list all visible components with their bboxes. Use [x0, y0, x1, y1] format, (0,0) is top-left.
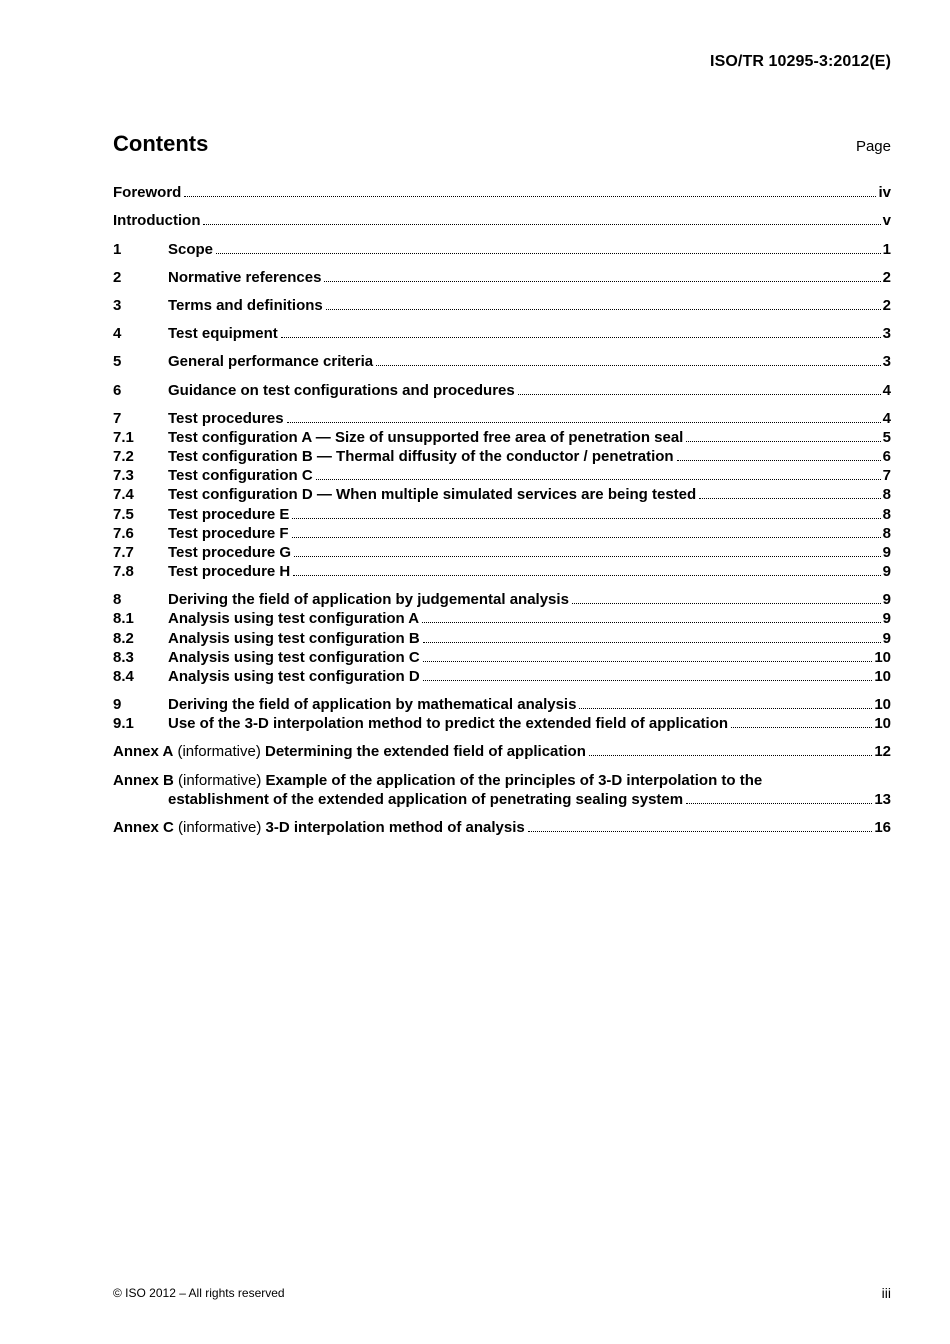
- toc-title: Test configuration B — Thermal diffusity of the conductor / penetration: [168, 448, 674, 465]
- toc-entry-8-4[interactable]: [113, 667, 891, 686]
- toc-page: 13: [874, 791, 891, 808]
- leader-dots: [572, 602, 881, 604]
- leader-dots: [423, 641, 881, 643]
- toc-title: Test configuration A — Size of unsupported free area of penetration seal: [168, 429, 684, 446]
- toc-entry-3[interactable]: [113, 296, 891, 315]
- toc-title: Test procedure F: [168, 525, 289, 542]
- toc-entry-9-1[interactable]: [113, 714, 891, 733]
- toc-title: Normative references: [168, 269, 322, 286]
- toc-title: Test configuration D — When multiple simulated services are being tested: [168, 486, 697, 503]
- annex-label: Annex B: [113, 772, 174, 789]
- toc-number: 8.2: [113, 630, 134, 647]
- toc-title: General performance criteria: [168, 353, 374, 370]
- toc-number: 7.3: [113, 467, 134, 484]
- toc-number: 7: [113, 410, 122, 427]
- annex-informative: (informative): [178, 772, 262, 789]
- leader-dots: [316, 478, 881, 480]
- leader-dots: [203, 223, 880, 225]
- toc-number: 7.5: [113, 506, 134, 523]
- toc-title: Test procedures: [168, 410, 284, 427]
- toc-entry-1[interactable]: [113, 240, 891, 259]
- toc-entry-5[interactable]: [113, 352, 891, 371]
- toc-page: 8: [882, 525, 891, 542]
- toc-entry-2[interactable]: [113, 268, 891, 287]
- toc-number: 7.1: [113, 429, 134, 446]
- page-column-label: Page: [855, 138, 891, 155]
- toc-page: 4: [882, 410, 891, 427]
- toc-entry-9[interactable]: [113, 695, 891, 714]
- annex-title-line1: Example of the application of the principles of 3-D interpolation to the: [265, 772, 763, 789]
- toc-entry-7-6[interactable]: [113, 524, 891, 543]
- toc-number: 8: [113, 591, 122, 608]
- leader-dots: [216, 252, 881, 254]
- toc-page: 3: [882, 353, 891, 370]
- annex-label: Annex A: [113, 743, 174, 760]
- leader-dots: [287, 421, 881, 423]
- leader-dots: [292, 536, 881, 538]
- toc-entry-annex-b-continued[interactable]: [168, 790, 891, 809]
- toc-number: 7.8: [113, 563, 134, 580]
- toc-entry-annex-a[interactable]: [113, 742, 891, 761]
- toc-number: 7.7: [113, 544, 134, 561]
- leader-dots: [292, 517, 880, 519]
- footer-page-number: iii: [881, 1285, 891, 1301]
- toc-title: Test equipment: [168, 325, 278, 342]
- toc-entry-7-3[interactable]: [113, 466, 891, 485]
- leader-dots: [579, 707, 872, 709]
- toc-page: 16: [874, 819, 891, 836]
- toc-page: 12: [874, 743, 891, 760]
- toc-entry-8-1[interactable]: [113, 609, 891, 628]
- toc-title: Use of the 3-D interpolation method to predict the extended field of application: [168, 715, 729, 732]
- toc-number: 7.4: [113, 486, 134, 503]
- leader-dots: [677, 459, 881, 461]
- toc-title: Scope: [168, 241, 214, 258]
- toc-title: Test procedure E: [168, 506, 290, 523]
- toc-title: Analysis using test configuration D: [168, 668, 420, 685]
- toc-entry-foreword[interactable]: [113, 183, 891, 202]
- toc-page: 8: [882, 486, 891, 503]
- leader-dots: [423, 660, 873, 662]
- leader-dots: [686, 440, 880, 442]
- toc-title: Analysis using test configuration B: [168, 630, 420, 647]
- toc-page: 2: [882, 297, 891, 314]
- leader-dots: [518, 393, 881, 395]
- leader-dots: [731, 726, 872, 728]
- annex-lead: [113, 742, 586, 761]
- toc-title: Terms and definitions: [168, 297, 323, 314]
- toc-number: 9: [113, 696, 122, 713]
- toc-entry-7-4[interactable]: [113, 485, 891, 504]
- toc-entry-7-8[interactable]: [113, 562, 891, 581]
- toc-entry-7-1[interactable]: [113, 428, 891, 447]
- toc-title: Deriving the field of application by mathematical analysis: [168, 696, 577, 713]
- toc-title: Test procedure H: [168, 563, 291, 580]
- toc-number: 8.3: [113, 649, 134, 666]
- toc-number: 4: [113, 325, 122, 342]
- toc-number: 7.6: [113, 525, 134, 542]
- contents-heading: Contents: [113, 131, 209, 156]
- annex-lead: [113, 771, 762, 790]
- toc-title: Foreword: [113, 184, 182, 201]
- toc-entry-7-5[interactable]: [113, 505, 891, 524]
- toc-entry-annex-b[interactable]: [113, 771, 891, 790]
- toc-number: 2: [113, 269, 122, 286]
- toc-page: 10: [874, 696, 891, 713]
- leader-dots: [422, 621, 881, 623]
- footer-copyright: © ISO 2012 – All rights reserved: [113, 1286, 285, 1300]
- toc-title: Introduction: [113, 212, 201, 229]
- leader-dots: [324, 280, 880, 282]
- annex-informative: (informative): [177, 743, 261, 760]
- toc-page: 2: [882, 269, 891, 286]
- toc-title: Test procedure G: [168, 544, 292, 561]
- toc-page: 8: [882, 506, 891, 523]
- toc-entry-8[interactable]: [113, 590, 891, 609]
- leader-dots: [528, 830, 873, 832]
- toc-page: 9: [882, 591, 891, 608]
- toc-title: Guidance on test configurations and procedures: [168, 382, 515, 399]
- toc-number: 8.4: [113, 668, 134, 685]
- toc-page: 4: [882, 382, 891, 399]
- annex-title: Determining the extended field of application: [265, 743, 586, 760]
- toc-title: Deriving the field of application by judgemental analysis: [168, 591, 569, 608]
- leader-dots: [423, 679, 873, 681]
- leader-dots: [589, 754, 872, 756]
- toc-page: 7: [882, 467, 891, 484]
- toc-number: 6: [113, 382, 122, 399]
- toc-entry-7-7[interactable]: [113, 543, 891, 562]
- leader-dots: [376, 364, 881, 366]
- document-id: ISO/TR 10295-3:2012(E): [710, 53, 891, 70]
- toc-page: iv: [878, 184, 891, 201]
- annex-title: 3-D interpolation method of analysis: [265, 819, 525, 836]
- toc-entry-4[interactable]: [113, 324, 891, 343]
- toc-page: 9: [882, 563, 891, 580]
- toc-title: Test configuration C: [168, 467, 313, 484]
- toc-title: Analysis using test configuration A: [168, 610, 420, 627]
- toc-title: Analysis using test configuration C: [168, 649, 420, 666]
- toc-number: 7.2: [113, 448, 134, 465]
- leader-dots: [686, 802, 872, 804]
- annex-lead: [113, 818, 525, 837]
- toc-number: 9.1: [113, 715, 134, 732]
- toc-page: 9: [882, 544, 891, 561]
- toc-page: 1: [882, 241, 891, 258]
- toc-entry-annex-c[interactable]: [113, 818, 891, 837]
- toc-entry-6[interactable]: [113, 381, 891, 400]
- toc-page: 10: [874, 668, 891, 685]
- toc-entry-introduction[interactable]: [113, 211, 891, 230]
- leader-dots: [184, 195, 876, 197]
- toc-number: 5: [113, 353, 122, 370]
- leader-dots: [326, 308, 881, 310]
- toc-page: v: [882, 212, 891, 229]
- toc-entry-8-3[interactable]: [113, 648, 891, 667]
- toc-page: 3: [882, 325, 891, 342]
- leader-dots: [294, 555, 881, 557]
- leader-dots: [699, 497, 880, 499]
- toc-entry-7[interactable]: [113, 409, 891, 428]
- leader-dots: [281, 336, 881, 338]
- toc-number: 1: [113, 241, 122, 258]
- toc-number: 8.1: [113, 610, 134, 627]
- annex-informative: (informative): [178, 819, 262, 836]
- leader-dots: [293, 574, 880, 576]
- toc-page: 10: [874, 715, 891, 732]
- toc-page: 9: [882, 610, 891, 627]
- annex-title-line2: establishment of the extended application of penetrating sealing system: [168, 791, 684, 808]
- toc-page: 5: [882, 429, 891, 446]
- toc-page: 10: [874, 649, 891, 666]
- toc-page: 6: [882, 448, 891, 465]
- annex-label: Annex C: [113, 819, 174, 836]
- toc-number: 3: [113, 297, 122, 314]
- toc-entry-7-2[interactable]: [113, 447, 891, 466]
- toc-entry-8-2[interactable]: [113, 629, 891, 648]
- toc-page: 9: [882, 630, 891, 647]
